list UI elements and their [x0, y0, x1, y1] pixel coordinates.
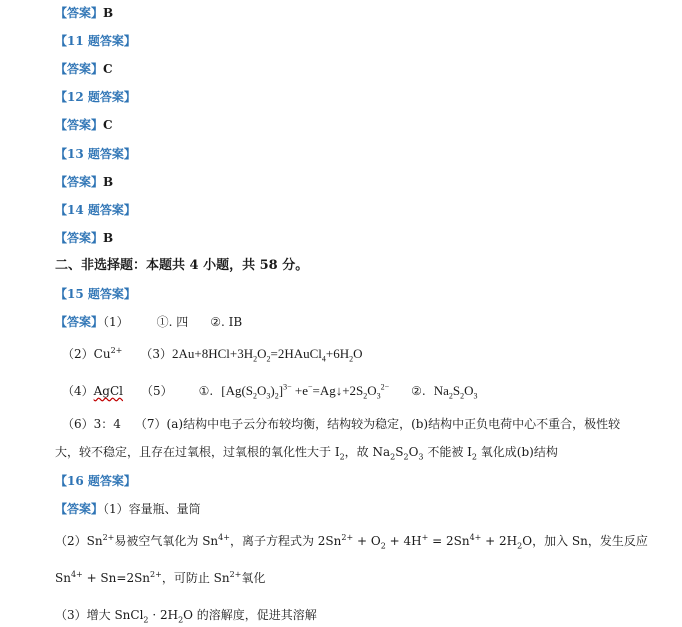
charge: − [307, 382, 313, 392]
question-tag: 【12 题答案】 [55, 90, 136, 104]
subscript: 2 [253, 354, 258, 364]
explanation: S [395, 445, 404, 459]
question-tag: 【15 题答案】 [55, 287, 136, 301]
answer-tag: 【答案】 [55, 118, 104, 132]
question-tag: 【16 题答案】 [55, 474, 136, 488]
part-label: （2） [62, 347, 94, 361]
explanation: (a)结构中电子云分布较均衡，结构较为稳定，(b)结构中正负电荷中心不重合，极性较 [166, 417, 621, 431]
charge: 2− [380, 382, 390, 392]
text: 氧化 [241, 571, 266, 585]
charge: 4+ [70, 570, 83, 579]
text: （3）增大 SnCl [55, 608, 144, 622]
subscript: 2 [448, 391, 453, 401]
charge: 2+ [229, 570, 242, 579]
answer-tag: 【答案】 [55, 502, 104, 516]
ion: Cu [93, 347, 111, 361]
question-tag: 【13 题答案】 [55, 147, 136, 161]
eq-part: O [257, 346, 267, 361]
question-header [55, 89, 136, 105]
charge: 2+ [102, 533, 115, 542]
answer-text: （1）容量瓶、量筒 [103, 502, 201, 516]
subscript: 2 [390, 452, 396, 462]
question-header [55, 146, 136, 162]
explanation: 大，较不稳定，且存在过氧根，过氧根的氧化性大于 I [55, 445, 340, 459]
answer-line [62, 383, 478, 399]
subscript: 2 [403, 452, 409, 462]
answer-line [55, 314, 242, 330]
subscript: 4 [321, 354, 326, 364]
answer-tag: 【答案】 [55, 175, 104, 189]
eq-part: 2Au+8HCl+3H [172, 346, 254, 361]
question-header [55, 202, 136, 218]
text: O，加入 Sn，发生反应 [522, 534, 648, 548]
text: + Sn=2Sn [82, 571, 151, 585]
choice-2: ②. [411, 384, 426, 398]
answer-line [55, 533, 648, 549]
compound: AgCl [93, 384, 124, 398]
subscript: 2 [339, 452, 345, 462]
answer-line [62, 416, 620, 432]
text: Sn [55, 571, 71, 585]
answer-line [55, 5, 113, 21]
answer-line [55, 230, 113, 246]
charge: 4+ [469, 533, 482, 542]
charge: 3− [283, 382, 292, 392]
subscript: 2 [253, 391, 258, 401]
subscript: 2 [380, 541, 386, 551]
answer-tag: 【答案】 [55, 315, 104, 329]
choice-1: ①. 四 [156, 315, 189, 329]
charge: + [421, 533, 429, 542]
text: + 4H [385, 534, 422, 548]
answer-value: C [103, 118, 113, 132]
eq-part: O [353, 346, 363, 361]
eq-part: =2HAuCl [270, 346, 322, 361]
explanation: ，故 Na [344, 445, 391, 459]
part-label: （1） [103, 315, 129, 329]
explanation: O [408, 445, 419, 459]
part-label: （3） [140, 347, 172, 361]
eq-part: ) [270, 383, 275, 398]
question-header [55, 33, 136, 49]
part-label: （5） [141, 384, 173, 398]
text: + O [353, 534, 381, 548]
eq-part: ] [278, 383, 284, 398]
answer-value: B [103, 175, 114, 189]
text: ，可防止 Sn [161, 571, 230, 585]
answer-tag: 【答案】 [55, 62, 104, 76]
answer-tag: 【答案】 [55, 6, 104, 20]
question-header [55, 286, 136, 302]
answer-line [62, 346, 363, 362]
subscript: 2 [178, 615, 184, 625]
answer-value: C [103, 62, 113, 76]
subscript: 2 [143, 615, 149, 625]
eq-part: O [257, 383, 267, 398]
answer-tag: 【答案】 [55, 231, 104, 245]
formula [433, 383, 478, 401]
answer-line [55, 444, 558, 460]
eq-part: O [367, 383, 377, 398]
subscript: 2 [266, 354, 271, 364]
question-tag: 【11 题答案】 [55, 34, 136, 48]
text: ，离子方程式为 2Sn [229, 534, 342, 548]
answer-line [55, 61, 113, 77]
answer-line [55, 607, 317, 623]
subscript: 3 [473, 391, 478, 401]
eq-part: O [464, 383, 474, 398]
explanation: 不能被 I [423, 445, 472, 459]
choice-2: ②. ⅠB [210, 315, 243, 329]
subscript: 2 [471, 452, 477, 462]
text: O 的溶解度，促进其溶解 [183, 608, 317, 622]
part-label: （7） [134, 417, 167, 431]
eq-part: =Ag↓+2S [312, 383, 364, 398]
subscript: 2 [363, 391, 368, 401]
text: （2）Sn [55, 534, 103, 548]
answer-line [55, 174, 113, 190]
subscript: 3 [266, 391, 271, 401]
charge: 4+ [218, 533, 230, 542]
charge: 2+ [341, 533, 354, 542]
charge: 2+ [110, 346, 123, 355]
text: = 2Sn [428, 534, 470, 548]
subscript: 2 [274, 391, 279, 401]
text: · 2H [148, 608, 179, 622]
subscript: 3 [376, 391, 381, 401]
part-label: （6）3：4 [62, 417, 121, 431]
eq-part: [Ag(S [221, 383, 254, 398]
explanation: 氧化成(b)结构 [476, 445, 558, 459]
answer-value: B [103, 231, 114, 245]
part-label: （4） [62, 384, 94, 398]
answer-value: B [103, 6, 114, 20]
text: + 2H [481, 534, 518, 548]
eq-part: S [452, 383, 461, 398]
choice-1: ①. [198, 384, 214, 398]
section-heading: 二、非选择题：本题共 4 小题，共 58 分。 [55, 258, 309, 273]
equation [221, 382, 390, 401]
subscript: 3 [418, 452, 424, 462]
eq-part: +e [291, 383, 308, 398]
question-tag: 【14 题答案】 [55, 203, 136, 217]
answer-line [55, 117, 113, 133]
eq-part: Na [433, 383, 449, 398]
subscript: 2 [517, 541, 523, 551]
charge: 2+ [150, 570, 162, 579]
text: 易被空气氧化为 Sn [114, 534, 219, 548]
question-header [55, 473, 136, 489]
subscript: 2 [349, 354, 354, 364]
subscript: 2 [460, 391, 465, 401]
answer-line [55, 501, 201, 517]
equation [172, 346, 363, 364]
eq-part: +6H [325, 346, 350, 361]
answer-line [55, 570, 265, 586]
